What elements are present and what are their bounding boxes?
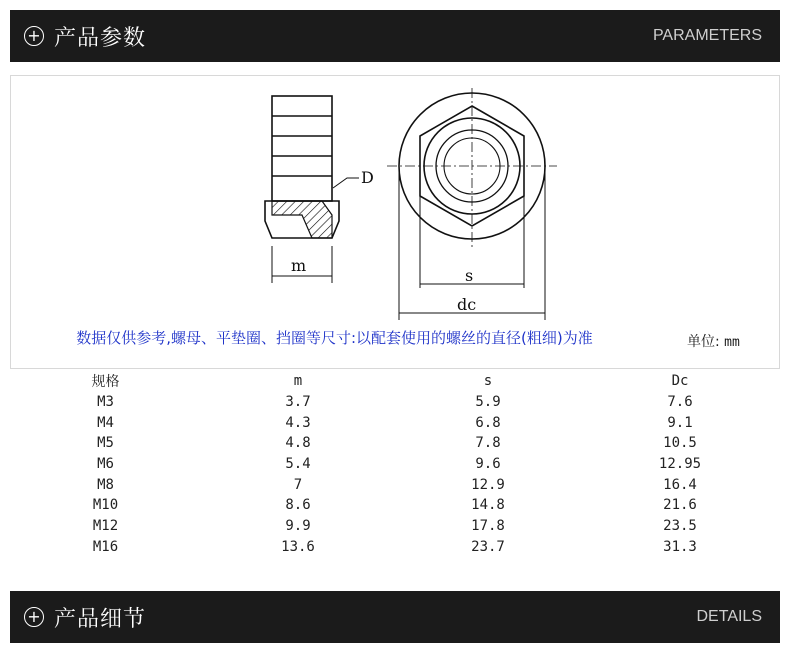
cell-dc: 12.95: [658, 456, 702, 473]
cell-spec: M4: [97, 414, 114, 431]
cell-dc: 10.5: [663, 435, 697, 452]
cell-m: 3.7: [285, 394, 311, 411]
cell-m: 9.9: [285, 518, 311, 535]
cell-dc: 31.3: [663, 538, 697, 555]
table-row: [0, 537, 790, 558]
table-row: [0, 474, 790, 495]
cell-s: 9.6: [475, 456, 501, 473]
table-row: [0, 433, 790, 454]
cell-spec: M5: [97, 435, 114, 452]
label-dc: dc: [457, 295, 477, 314]
label-m: m: [291, 256, 307, 275]
cell-s: 5.9: [475, 394, 501, 411]
cell-s: 14.8: [471, 497, 505, 514]
technical-drawing-panel: [10, 75, 780, 369]
cell-m: 4.8: [285, 435, 311, 452]
cell-m: 7: [293, 476, 303, 493]
cell-spec: M12: [92, 518, 119, 535]
cell-m: 13.6: [281, 538, 315, 555]
spec-table: [0, 371, 790, 557]
header-m: m: [293, 373, 303, 390]
unit-caption: 单位:: [687, 334, 720, 350]
section-title: 产品参数: [54, 25, 147, 51]
cell-m: 8.6: [285, 497, 311, 514]
flange-nut-drawing: [247, 88, 567, 323]
cell-dc: 7.6: [667, 394, 693, 411]
cell-spec: M8: [97, 476, 114, 493]
circle-plus-icon: +: [24, 26, 44, 46]
cell-m: 4.3: [285, 414, 311, 431]
dimension-labels: [291, 168, 476, 314]
cell-s: 6.8: [475, 414, 501, 431]
circle-plus-icon: +: [24, 607, 44, 627]
cell-dc: 9.1: [667, 414, 693, 431]
cell-spec: M3: [97, 394, 114, 411]
cell-spec: M6: [97, 456, 114, 473]
unit-label: [687, 331, 740, 351]
table-row: [0, 516, 790, 537]
cell-s: 7.8: [475, 435, 501, 452]
cell-m: 5.4: [285, 456, 311, 473]
cell-s: 23.7: [471, 538, 505, 555]
section-subtitle: PARAMETERS: [652, 27, 762, 44]
header-dc: Dc: [671, 373, 689, 390]
cell-s: 12.9: [471, 476, 505, 493]
unit-value: mm: [724, 335, 740, 350]
label-d: D: [361, 168, 374, 187]
header-spec: 规格: [91, 374, 120, 391]
table-row: [0, 412, 790, 433]
table-row: [0, 495, 790, 516]
front-view: [387, 88, 557, 320]
section-header-parameters: [10, 10, 780, 62]
cell-dc: 23.5: [663, 518, 697, 535]
table-header-row: [0, 371, 790, 392]
cell-s: 17.8: [471, 518, 505, 535]
cell-dc: 16.4: [663, 476, 697, 493]
table-row: [0, 454, 790, 475]
label-s: s: [465, 266, 474, 285]
cell-spec: M16: [92, 538, 119, 555]
section-header-details: [10, 591, 780, 643]
section-subtitle: DETAILS: [696, 608, 762, 625]
side-view: [265, 96, 359, 283]
cell-dc: 21.6: [663, 497, 697, 514]
cell-spec: M10: [92, 497, 119, 514]
header-s: s: [483, 373, 493, 390]
reference-note: 数据仅供参考,螺母、平垫圈、挡圈等尺寸:以配套使用的螺丝的直径(粗细)为准: [76, 329, 593, 347]
table-row: [0, 392, 790, 413]
section-title: 产品细节: [54, 606, 147, 632]
